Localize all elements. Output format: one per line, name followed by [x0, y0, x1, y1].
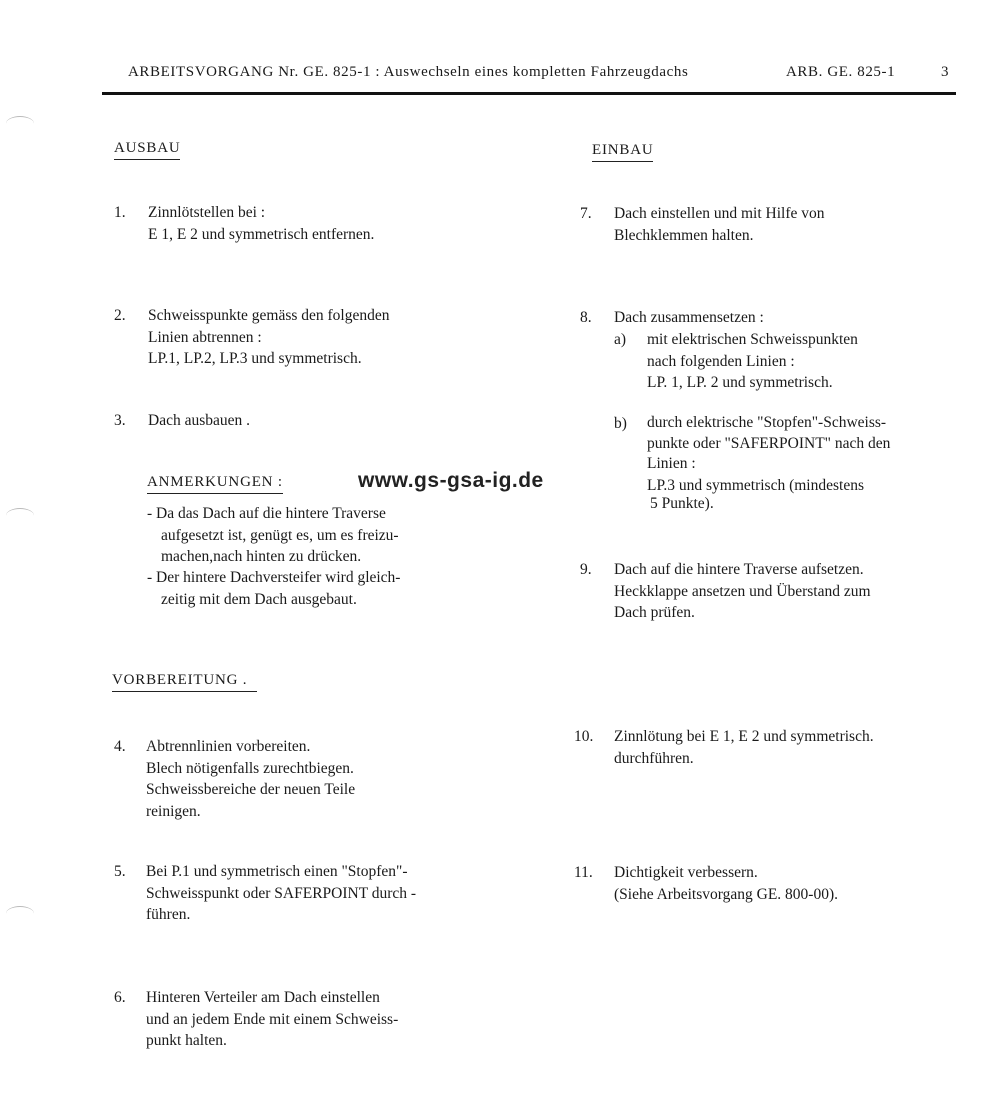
- substep-label: a): [614, 331, 627, 348]
- punch-mark: [6, 508, 34, 523]
- document-reference: ARB. GE. 825-1: [786, 64, 896, 80]
- step-text: Dach auf die hintere Traverse aufsetzen.: [614, 561, 864, 578]
- step-text: Dach ausbauen .: [148, 412, 250, 429]
- step-text: Schweisspunkt oder SAFERPOINT durch -: [146, 884, 417, 902]
- step-number: 4.: [114, 738, 126, 755]
- step-4: [114, 736, 554, 824]
- step-1: [114, 202, 554, 246]
- step-text: Schweisspunkte gemäss den folgenden: [148, 307, 390, 324]
- step-text: LP.3 und symmetrisch (mindestens: [647, 476, 864, 494]
- step-number: 3.: [114, 412, 126, 429]
- note-2: [147, 567, 547, 610]
- step-text: führen.: [146, 906, 191, 923]
- step-text: Hinteren Verteiler am Dach einstellen: [146, 989, 380, 1006]
- section-heading-einbau: EINBAU: [592, 142, 653, 162]
- header-rule: [102, 92, 956, 95]
- page-number: 3: [941, 64, 950, 80]
- step-text: nach folgenden Linien :: [647, 352, 795, 370]
- substep-label: b): [614, 415, 627, 432]
- step-7: [580, 203, 980, 247]
- note-text: zeitig mit dem Dach ausgebaut.: [161, 590, 357, 608]
- step-text: Blech nötigenfalls zurechtbiegen.: [146, 759, 354, 777]
- step-6: [114, 987, 554, 1053]
- step-text: durchführen.: [614, 749, 694, 767]
- step-10: [574, 726, 984, 770]
- step-number: 8.: [580, 309, 592, 326]
- section-heading-vorbereitung: VORBEREITUNG .: [112, 672, 257, 692]
- note-1: [147, 503, 547, 568]
- step-text: reinigen.: [146, 802, 201, 820]
- note-text: aufgesetzt ist, genügt es, um es freizu-: [161, 526, 399, 544]
- document-title: ARBEITSVORGANG Nr. GE. 825-1 : Auswechseln eines kompletten Fahrzeugdachs: [128, 64, 689, 80]
- note-text: - Der hintere Dachversteifer wird gleich-: [147, 569, 401, 586]
- note-text: - Da das Dach auf die hintere Traverse: [147, 505, 386, 522]
- step-number: 11.: [574, 864, 593, 881]
- step-text: Linien :: [647, 455, 696, 472]
- step-text: Blechklemmen halten.: [614, 226, 754, 244]
- step-text: und an jedem Ende mit einem Schweiss-: [146, 1010, 399, 1028]
- step-3: [114, 410, 554, 432]
- punch-mark: [6, 906, 34, 921]
- step-text: Dach einstellen und mit Hilfe von: [614, 205, 825, 222]
- step-8a: [614, 329, 974, 395]
- step-text: Heckklappe ansetzen und Überstand zum: [614, 582, 871, 600]
- step-text: Dach prüfen.: [614, 604, 695, 621]
- section-heading-anmerkungen: ANMERKUNGEN :: [147, 474, 283, 494]
- step-text: Bei P.1 und symmetrisch einen "Stopfen"-: [146, 863, 408, 880]
- note-text: machen,nach hinten zu drücken.: [161, 548, 362, 565]
- step-number: 9.: [580, 561, 592, 578]
- step-text: 5 Punkte).: [650, 495, 714, 512]
- step-text: punkte oder "SAFERPOINT" nach den: [647, 434, 891, 452]
- step-number: 10.: [574, 728, 594, 745]
- step-number: 7.: [580, 205, 592, 222]
- step-number: 6.: [114, 989, 126, 1006]
- step-9: [580, 559, 980, 625]
- step-text: LP.1, LP.2, LP.3 und symmetrisch.: [148, 350, 362, 367]
- watermark-url: www.gs-gsa-ig.de: [358, 469, 544, 492]
- step-number: 2.: [114, 307, 126, 324]
- step-text: LP. 1, LP. 2 und symmetrisch.: [647, 374, 833, 391]
- step-11: [574, 862, 984, 906]
- step-text: Zinnlötung bei E 1, E 2 und symmetrisch.: [614, 728, 874, 745]
- step-8: [580, 307, 980, 329]
- step-text: Linien abtrennen :: [148, 328, 262, 346]
- step-text: Abtrennlinien vorbereiten.: [146, 738, 311, 755]
- punch-mark: [6, 116, 34, 131]
- step-text: durch elektrische "Stopfen"-Schweiss-: [647, 414, 887, 431]
- step-number: 5.: [114, 863, 126, 880]
- step-text: punkt halten.: [146, 1032, 227, 1049]
- step-number: 1.: [114, 204, 126, 221]
- step-2: [114, 305, 554, 371]
- step-text: Schweissbereiche der neuen Teile: [146, 781, 356, 798]
- step-text: Zinnlötstellen bei :: [148, 204, 266, 221]
- step-text: (Siehe Arbeitsvorgang GE. 800-00).: [614, 885, 838, 903]
- step-5: [114, 861, 554, 927]
- step-text: Dichtigkeit verbessern.: [614, 864, 758, 881]
- step-8b: [614, 413, 974, 521]
- step-text: Dach zusammensetzen :: [614, 309, 764, 326]
- step-text: E 1, E 2 und symmetrisch entfernen.: [148, 225, 375, 243]
- section-heading-ausbau: AUSBAU: [114, 140, 180, 160]
- step-text: mit elektrischen Schweisspunkten: [647, 331, 858, 348]
